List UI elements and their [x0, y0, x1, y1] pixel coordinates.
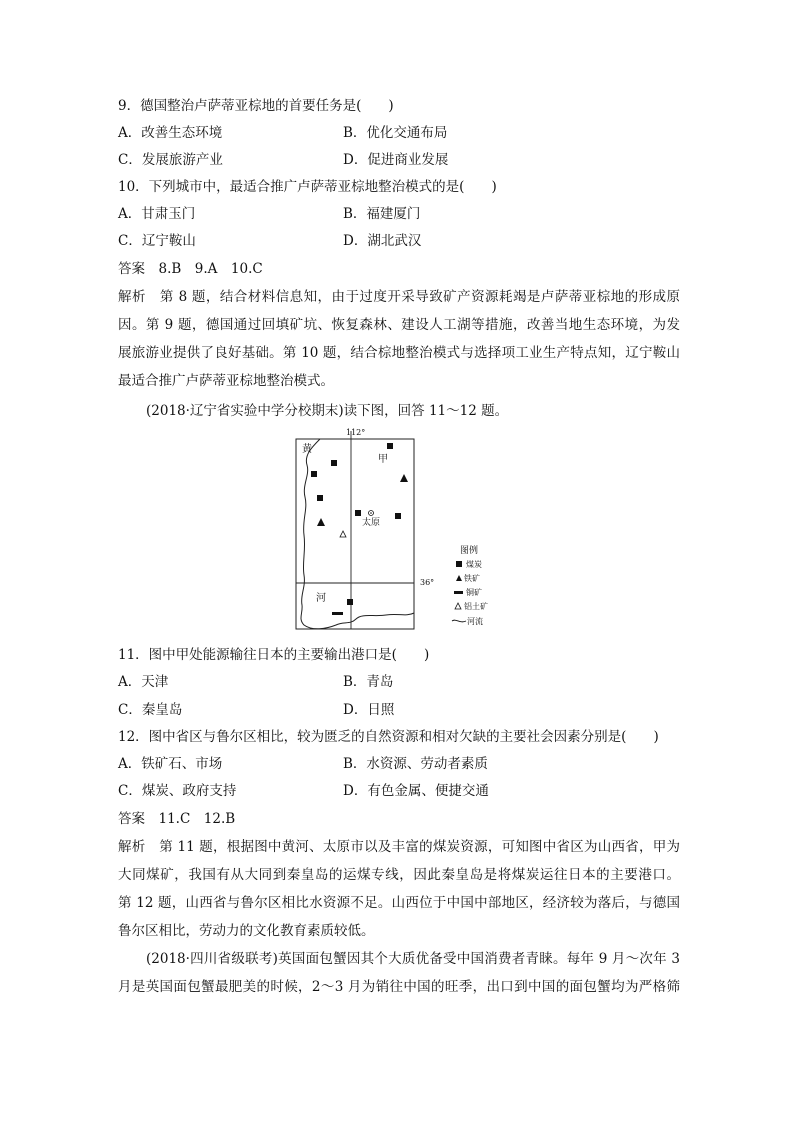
q11-option-b: B．青岛	[343, 674, 394, 690]
answer-8-10: 答案 8.B 9.A 10.C	[118, 261, 263, 277]
q10-option-a: A．甘肃玉门	[118, 206, 196, 222]
label-he: 河	[316, 593, 326, 604]
answer-11-12: 答案 11.C 12.B	[118, 811, 236, 827]
q12-option-b: B．水资源、劳动者素质	[343, 756, 488, 772]
passage-sichuan	[118, 945, 680, 1001]
shanxi-map	[290, 425, 520, 635]
label-jia: 甲	[378, 454, 388, 465]
q10-stem: 10．下列城市中，最适合推广卢萨蒂亚棕地整治模式的是( )	[118, 179, 497, 195]
q12-stem: 12．图中省区与鲁尔区相比，较为匮乏的自然资源和相对欠缺的主要社会因素分别是( )	[118, 729, 659, 745]
legend-bauxite-marker	[455, 603, 461, 609]
passage-line: 月是英国面包蟹最肥美的时候，2～3 月为销往中国的旺季，出口到中国的面包蟹均为严格筛	[118, 979, 680, 995]
analysis-line: 大同煤矿，我国有从大同到秦皇岛的运煤专线，因此秦皇岛是将煤炭运往日本的主要港口。	[118, 867, 680, 883]
coal-marker	[387, 443, 393, 449]
q9-stem: 9．德国整治卢萨蒂亚棕地的首要任务是( )	[118, 98, 394, 114]
analysis-8-10	[118, 283, 680, 395]
q12-option-c: C．煤炭、政府支持	[118, 783, 237, 799]
q11-option-a: A．天津	[118, 674, 169, 690]
legend-bauxite: 铝土矿	[464, 602, 488, 611]
q10-option-b: B．福建厦门	[343, 206, 421, 222]
label-36: 36°	[420, 578, 435, 587]
legend-copper: 铜矿	[466, 588, 482, 597]
q11-option-c: C．秦皇岛	[118, 702, 183, 718]
intro-11-12: (2018·辽宁省实验中学分校期末)读下图，回答 11～12 题。	[146, 403, 509, 419]
analysis-line: 解析 第 8 题，结合材料信息知，由于过度开采导致矿产资源耗竭是卢萨蒂亚棕地的形成原	[118, 289, 680, 305]
q11-option-d: D．日照	[343, 702, 395, 718]
legend-iron: 铁矿	[464, 574, 480, 583]
passage-line: (2018·四川省级联考)英国面包蟹因其个大质优备受中国消费者青睐。每年 9 月～次年 3	[146, 951, 680, 967]
q9-option-a: A．改善生态环境	[118, 125, 223, 141]
coal-marker	[395, 513, 401, 519]
analysis-11-12	[118, 833, 680, 945]
q11-stem: 11．图中甲处能源输往日本的主要输出港口是( )	[118, 647, 430, 663]
analysis-line: 鲁尔区相比，劳动力的文化教育素质较低。	[118, 923, 375, 939]
map-frame	[296, 439, 414, 629]
q9-option-c: C．发展旅游产业	[118, 152, 223, 168]
q10-option-c: C．辽宁鞍山	[118, 233, 196, 249]
legend-river-marker	[452, 620, 466, 622]
q10-option-d: D．湖北武汉	[343, 233, 422, 249]
coal-marker	[347, 599, 353, 605]
label-taiyuan: 太原	[362, 518, 381, 528]
iron-marker	[400, 474, 408, 482]
legend-river: 河流	[467, 617, 483, 626]
bauxite-marker	[340, 531, 346, 537]
iron-marker	[317, 518, 325, 526]
coal-marker	[317, 495, 323, 501]
analysis-line: 因。第 9 题，德国通过回填矿坑、恢复森林、建设人工湖等措施，改善当地生态环境，为发	[118, 317, 680, 333]
analysis-line: 展旅游业提供了良好基础。第 10 题，结合棕地整治模式与选择项工业生产特点知，辽宁鞍山	[118, 345, 680, 361]
label-112: 112°	[346, 428, 366, 437]
analysis-line: 第 12 题，山西省与鲁尔区相比水资源不足。山西位于中国中部地区，经济较为落后，与德国	[118, 895, 680, 911]
legend-title: 图例	[460, 546, 479, 556]
label-huang: 黄	[302, 444, 312, 455]
copper-marker	[332, 612, 343, 615]
coal-marker	[331, 460, 337, 466]
coal-marker	[311, 471, 317, 477]
q12-option-a: A．铁矿石、市场	[118, 756, 223, 772]
q9-option-d: D．促进商业发展	[343, 152, 449, 168]
legend-coal-marker	[456, 561, 462, 567]
legend-coal: 煤炭	[466, 560, 482, 569]
q9-option-b: B．优化交通布局	[343, 125, 448, 141]
analysis-line: 最适合推广卢萨蒂亚棕地整治模式。	[118, 373, 334, 389]
legend-copper-marker	[454, 591, 463, 594]
q12-option-d: D．有色金属、便捷交通	[343, 783, 489, 799]
coal-marker	[355, 510, 361, 516]
analysis-line: 解析 第 11 题，根据图中黄河、太原市以及丰富的煤炭资源，可知图中省区为山西省，甲为	[118, 839, 680, 855]
legend-iron-marker	[456, 575, 462, 581]
